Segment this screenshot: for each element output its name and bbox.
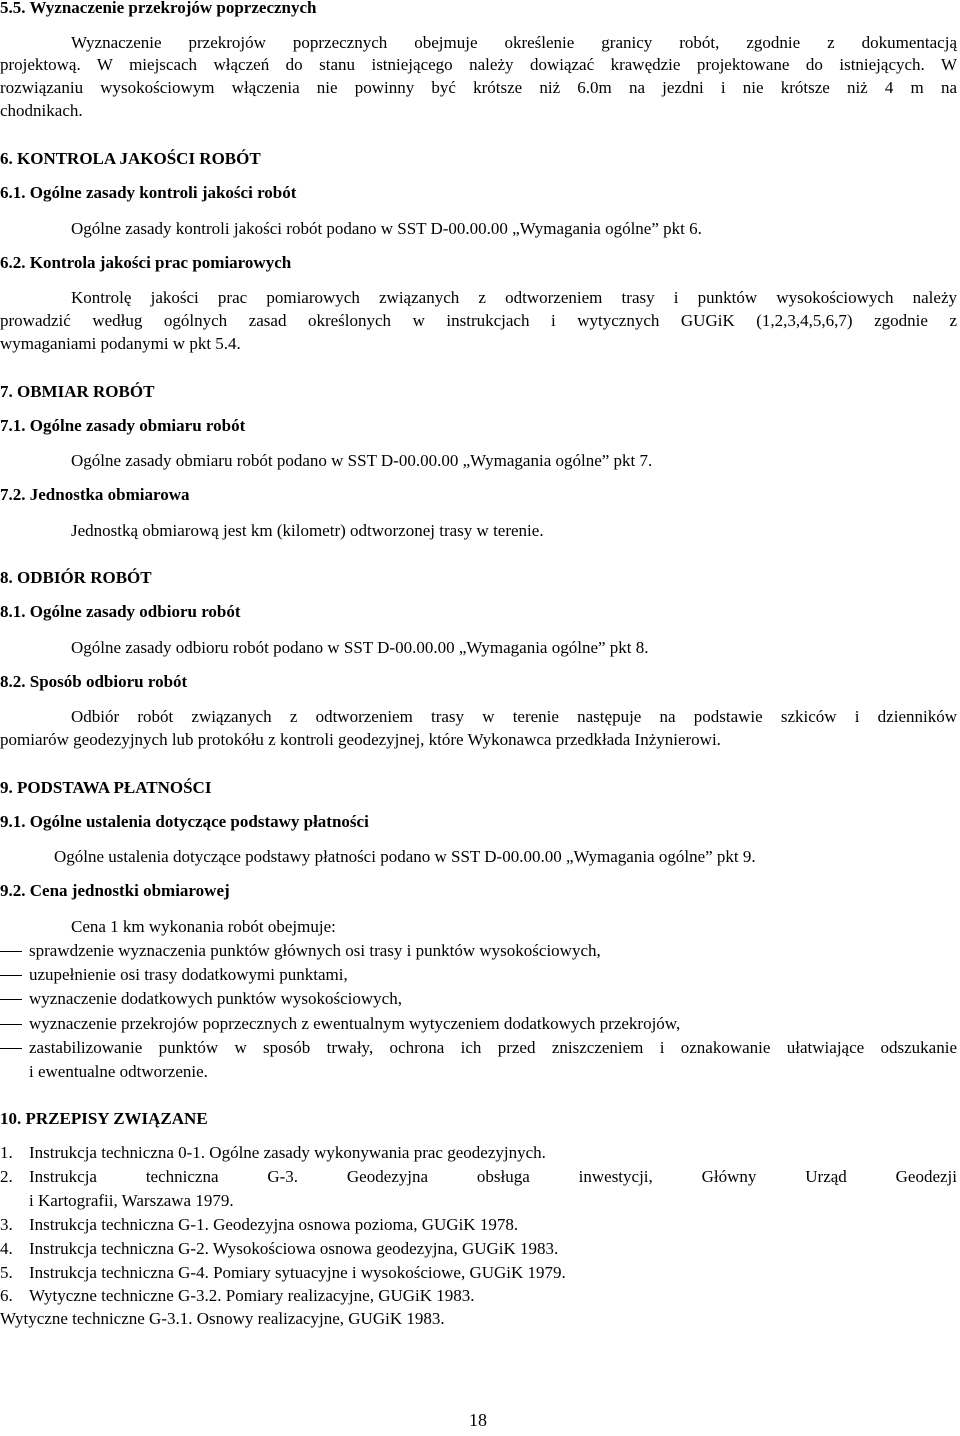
paragraph-line: wymaganiami podanymi w pkt 5.4. [0,334,241,353]
subsection-heading-7-1: 7.1. Ogólne zasady obmiaru robót [0,416,246,435]
paragraph-line: Wyznaczenie przekrojów poprzecznych obejmuje określenie granicy robót, zgodnie z dokumentacją [71,33,957,52]
reference-trailing-line: Wytyczne techniczne G-3.1. Osnowy realizacyjne, GUGiK 1983. [0,1309,445,1328]
paragraph-line: Odbiór robót związanych z odtworzeniem trasy w terenie następuje na podstawie szkiców i dzienników [71,707,957,726]
list-bullet-dash [0,999,22,1000]
section-heading-10: 10. PRZEPISY ZWIĄZANE [0,1109,208,1128]
reference-item: Instrukcja techniczna G-2. Wysokościowa osnowa geodezyjna, GUGiK 1983. [29,1239,559,1258]
reference-item: Instrukcja techniczna G-1. Geodezyjna osnowa pozioma, GUGiK 1978. [29,1215,519,1234]
list-number: 5. [0,1263,13,1282]
subsection-heading-6-2: 6.2. Kontrola jakości prac pomiarowych [0,253,292,272]
subsection-heading-6-1: 6.1. Ogólne zasady kontroli jakości robót [0,183,297,202]
paragraph-text: Cena 1 km wykonania robót obejmuje: [71,917,336,936]
list-item: wyznaczenie dodatkowych punktów wysokościowych, [29,989,402,1008]
list-item: sprawdzenie wyznaczenia punktów głównych osi trasy i punktów wysokościowych, [29,941,601,960]
reference-item: Instrukcja techniczna 0-1. Ogólne zasady wykonywania prac geodezyjnych. [29,1143,546,1162]
paragraph-text: Jednostką obmiarową jest km (kilometr) odtworzonej trasy w terenie. [71,521,544,540]
reference-item-continuation: i Kartografii, Warszawa 1979. [29,1191,234,1210]
subsection-heading-9-2: 9.2. Cena jednostki obmiarowej [0,881,230,900]
paragraph-line: prowadzić według ogólnych zasad określonych w instrukcjach i wytycznych GUGiK (1,2,3,4,5,6,7) zgodnie z [0,311,957,330]
paragraph-text: Ogólne ustalenia dotyczące podstawy płatności podano w SST D-00.00.00 „Wymagania ogólne” pkt 9. [54,847,756,866]
reference-item: Wytyczne techniczne G-3.2. Pomiary realizacyjne, GUGiK 1983. [29,1286,475,1305]
paragraph-line: projektową. W miejscach włączeń do stanu istniejącego należy dowiązać krawędzie projektowane do istniejących. W [0,55,957,74]
paragraph-line: rozwiązaniu wysokościowym włączenia nie powinny być krótsze niż 6.0m na jezdni i nie krótsze niż 4 m na [0,78,957,97]
list-bullet-dash [0,951,22,952]
paragraph-line: pomiarów geodezyjnych lub protokółu z kontroli geodezyjnej, które Wykonawca przedkłada Inżynierowi. [0,730,721,749]
list-bullet-dash [0,1024,22,1025]
paragraph-text: Ogólne zasady kontroli jakości robót podano w SST D-00.00.00 „Wymagania ogólne” pkt 6. [71,219,702,238]
paragraph-text: Ogólne zasady obmiaru robót podano w SST D-00.00.00 „Wymagania ogólne” pkt 7. [71,451,653,470]
section-heading-9: 9. PODSTAWA PŁATNOŚCI [0,778,212,797]
list-number: 2. [0,1167,13,1186]
paragraph-text: Ogólne zasady odbioru robót podano w SST D-00.00.00 „Wymagania ogólne” pkt 8. [71,638,649,657]
list-number: 6. [0,1286,13,1305]
list-number: 4. [0,1239,13,1258]
list-item: uzupełnienie osi trasy dodatkowymi punktami, [29,965,348,984]
list-bullet-dash [0,1048,22,1049]
list-number: 3. [0,1215,13,1234]
list-bullet-dash [0,975,22,976]
section-heading-8: 8. ODBIÓR ROBÓT [0,568,152,587]
subsection-heading-7-2: 7.2. Jednostka obmiarowa [0,485,190,504]
reference-item: Instrukcja techniczna G-3. Geodezyjna obsługa inwestycji, Główny Urząd Geodezji [29,1167,957,1186]
section-heading-5-5: 5.5. Wyznaczenie przekrojów poprzecznych [0,0,317,17]
list-number: 1. [0,1143,13,1162]
subsection-heading-8-2: 8.2. Sposób odbioru robót [0,672,188,691]
section-heading-7: 7. OBMIAR ROBÓT [0,382,155,401]
list-item-continuation: i ewentualne odtworzenie. [29,1062,208,1081]
reference-item: Instrukcja techniczna G-4. Pomiary sytuacyjne i wysokościowe, GUGiK 1979. [29,1263,566,1282]
section-heading-6: 6. KONTROLA JAKOŚCI ROBÓT [0,149,261,168]
list-item: zastabilizowanie punktów w sposób trwały, ochrona ich przed zniszczeniem i oznakowanie ułatwiające odszukanie [29,1038,957,1057]
paragraph-line: chodnikach. [0,101,83,120]
page-number: 18 [469,1410,487,1430]
subsection-heading-9-1: 9.1. Ogólne ustalenia dotyczące podstawy płatności [0,812,369,831]
subsection-heading-8-1: 8.1. Ogólne zasady odbioru robót [0,602,241,621]
paragraph-line: Kontrolę jakości prac pomiarowych związanych z odtworzeniem trasy i punktów wysokościowych należy [71,288,957,307]
list-item: wyznaczenie przekrojów poprzecznych z ewentualnym wytyczeniem dodatkowych przekrojów, [29,1014,681,1033]
